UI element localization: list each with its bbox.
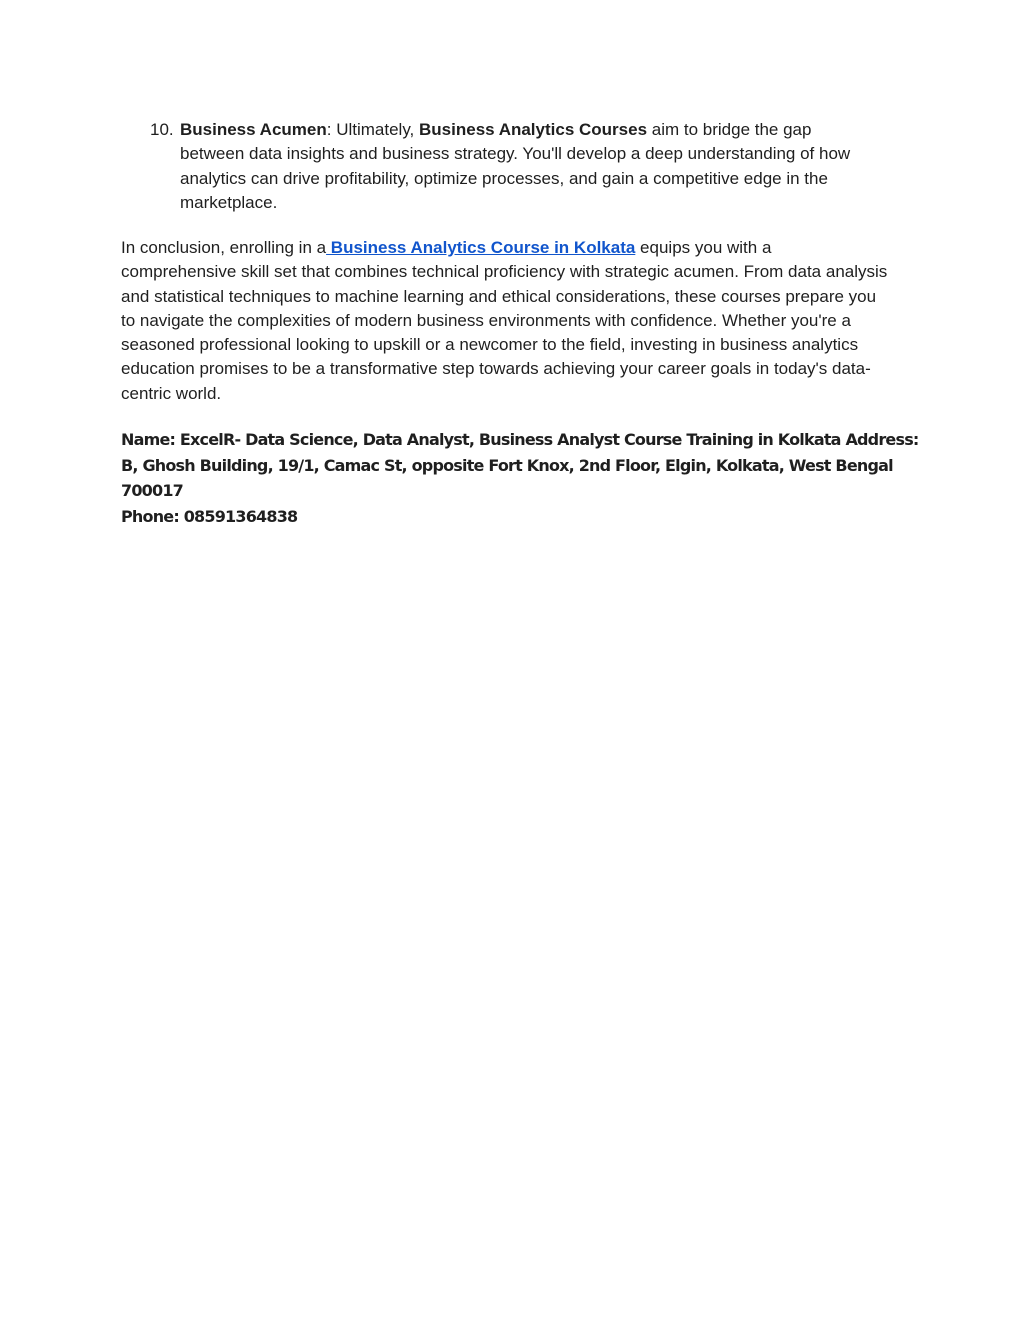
contact-address: B, Ghosh Building, 19/1, Camac St, opposite Fort Knox, 2nd Floor, Elgin, Kolkata, West Bengal bbox=[121, 455, 893, 475]
list-item-text-line1: aim to bridge the gap bbox=[647, 120, 812, 139]
numbered-list-item bbox=[150, 118, 890, 215]
list-item-text: between data insights and business strategy. You'll develop a deep understanding of how analytics can drive profitability, optimize processes, and gain a competitive edge in the marketplace. bbox=[180, 144, 851, 212]
list-item-bold-phrase: Business Analytics Courses bbox=[419, 120, 648, 139]
conclusion-lead: In conclusion, enrolling in a bbox=[121, 238, 327, 257]
list-item-body bbox=[180, 118, 890, 215]
course-link[interactable]: Business Analytics Course in Kolkata bbox=[326, 238, 636, 257]
conclusion-paragraph bbox=[121, 236, 891, 406]
contact-name-address: Name: ExcelR- Data Science, Data Analyst, Business Analyst Course Training in Kolkata Address: bbox=[121, 430, 919, 449]
list-number: 10. bbox=[150, 120, 174, 139]
list-item-separator: : Ultimately, bbox=[326, 120, 420, 139]
conclusion-text: equips you with a comprehensive skill set that combines technical proficiency with strategic acumen. From data analysis and statistical techniques to machine learning and ethical considerations, these courses prepare you to navigate the complexities of modern business environments with confidence. Whether you're a seasoned professional looking to upskill or a newcomer to the field, investing in business analytics education promises to be a transformative step towards achieving your career goals in today's data-centric world. bbox=[121, 238, 888, 403]
contact-phone: Phone: 08591364838 bbox=[121, 506, 298, 526]
list-item-term: Business Acumen bbox=[180, 120, 327, 139]
contact-postcode: 700017 bbox=[121, 481, 183, 500]
contact-block bbox=[121, 427, 919, 529]
